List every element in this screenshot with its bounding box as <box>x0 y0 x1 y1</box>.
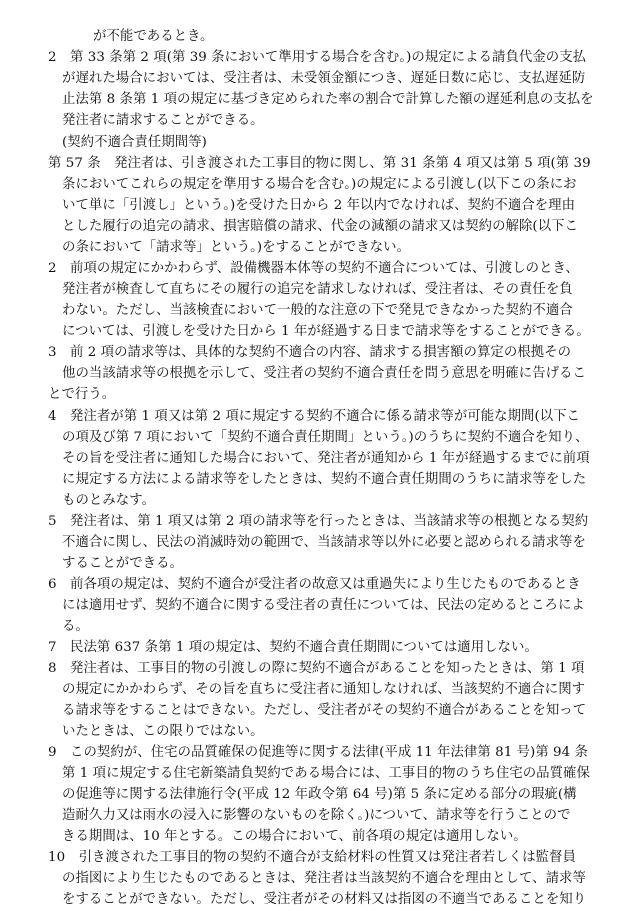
text-line: 8 発注者は、工事目的物の引渡しの際に契約不適合があることを知ったときは、第 1 項 <box>48 661 585 676</box>
text-line: (契約不適合責任期間等) <box>62 135 207 150</box>
text-line: 4 発注者が第 1 項又は第 2 項に規定する契約不適合に係る請求等が可能な期間(以下こ <box>48 409 581 424</box>
text-line: 10 引き渡された工事目的物の契約不適合が支給材料の性質又は発注者若しくは監督員 <box>48 850 576 865</box>
text-line: 不適合に関し、民法の消滅時効の範囲で、当該請求等以外に必要と認められる請求等を <box>62 535 586 550</box>
text-line: 止法第 8 条第 1 項の規定に基づき定められた率の割合で計算した額の遅延利息の支払を <box>62 92 594 107</box>
text-line: することができる。 <box>62 556 183 571</box>
text-line: 発注者に請求することができる。 <box>62 113 264 128</box>
text-line: 2 第 33 条第 2 項(第 39 条において準用する場合を含む。)の規定による請負代金の支払 <box>48 50 587 65</box>
text-line: 7 民法第 637 条第 1 項の規定は、契約不適合責任期間については適用しない。 <box>48 640 538 655</box>
text-line: が不能であるとき。 <box>93 29 214 44</box>
text-line: 9 この契約が、住宅の品質確保の促進等に関する法律(平成 11 年法律第 81 号)第 94 条 <box>48 745 588 760</box>
text-line: の項及び第 7 項において「契約不適合責任期間」という。)のうちに契約不適合を知り、 <box>62 430 589 445</box>
text-line: その旨を受注者に通知した場合において、発注者が通知から 1 年が経過するまでに前項 <box>62 451 590 466</box>
text-line: 他の当該請求等の根拠を示して、受注者の契約不適合責任を問う意思を明確に告げるこ <box>62 366 586 381</box>
text-line: については、引渡しを受けた日から 1 年が経過する日まで請求等をすることができる。 <box>62 324 590 339</box>
text-line: る。 <box>62 619 89 634</box>
text-line: に規定する方法による請求等をしたときは、契約不適合責任期間のうちに請求等をした <box>62 472 587 487</box>
text-line: ものとみなす。 <box>62 493 156 508</box>
text-line: 5 発注者は、第 1 項又は第 2 項の請求等を行ったときは、当該請求等の根拠となる契約 <box>48 514 589 529</box>
text-line: る請求等をすることはできない。ただし、受注者がその契約不適合があることを知って <box>62 703 587 718</box>
text-line: 第 57 条 発注者は、引き渡された工事目的物に関し、第 31 条第 4 項又は第 5 項(第 39 <box>48 156 591 171</box>
text-line: の促進等に関する法律施行令(平成 12 年政令第 64 号)第 5 条に定める部分の瑕疵(構 <box>62 787 577 802</box>
text-line: 6 前各項の規定は、契約不適合が受注者の故意又は重過失により生じたものであるとき <box>48 577 581 592</box>
text-line: の条において「請求等」という。)をすることができない。 <box>62 240 411 255</box>
text-line: 造耐久力又は雨水の浸入に影響のないものを除く。)について、請求等を行うことので <box>62 808 571 823</box>
text-line: 2 前項の規定にかかわらず、設備機器本体等の契約不適合については、引渡しのとき、 <box>48 261 579 276</box>
text-line: いたときは、この限りではない。 <box>62 724 264 739</box>
text-line: 3 前 2 項の請求等は、具体的な契約不適合の内容、請求する損害額の算定の根拠その <box>48 345 572 360</box>
text-line: をすることができない。ただし、受注者がその材料又は指図の不適当であることを知り <box>62 892 587 907</box>
text-line: の指図により生じたものであるときは、発注者は当該契約不適合を理由として、請求等 <box>62 871 586 886</box>
text-line: きる期間は、10 年とする。この場合において、前各項の規定は適用しない。 <box>62 829 527 844</box>
text-line: とした履行の追完の請求、損害賠償の請求、代金の減額の請求又は契約の解除(以下こ <box>62 219 579 234</box>
text-line: が遅れた場合においては、受注者は、未受領金額につき、遅延日数に応じ、支払遅延防 <box>62 71 586 86</box>
text-line: には適用せず、契約不適合に関する受注者の責任については、民法の定めるところによ <box>62 598 585 613</box>
text-line: 条においてこれらの規定を準用する場合を含む。)の規定による引渡し(以下この条にお <box>62 177 577 192</box>
text-line: わない。ただし、当該検査において一般的な注意の下で発見できなかった契約不適合 <box>62 303 573 318</box>
text-line: いて単に「引渡し」という。)を受けた日から 2 年以内でなければ、契約不適合を理由 <box>62 198 576 213</box>
text-line: 第 1 項に規定する住宅新築請負契約である場合には、工事目的物のうち住宅の品質確保 <box>62 766 590 781</box>
text-line: とで行う。 <box>48 387 116 402</box>
text-line: 発注者が検査して直ちにその履行の追完を請求しなければ、受注者は、その責任を負 <box>62 282 573 297</box>
text-line: の規定にかかわらず、その旨を直ちに受注者に通知しなければ、当該契約不適合に関す <box>62 682 586 697</box>
